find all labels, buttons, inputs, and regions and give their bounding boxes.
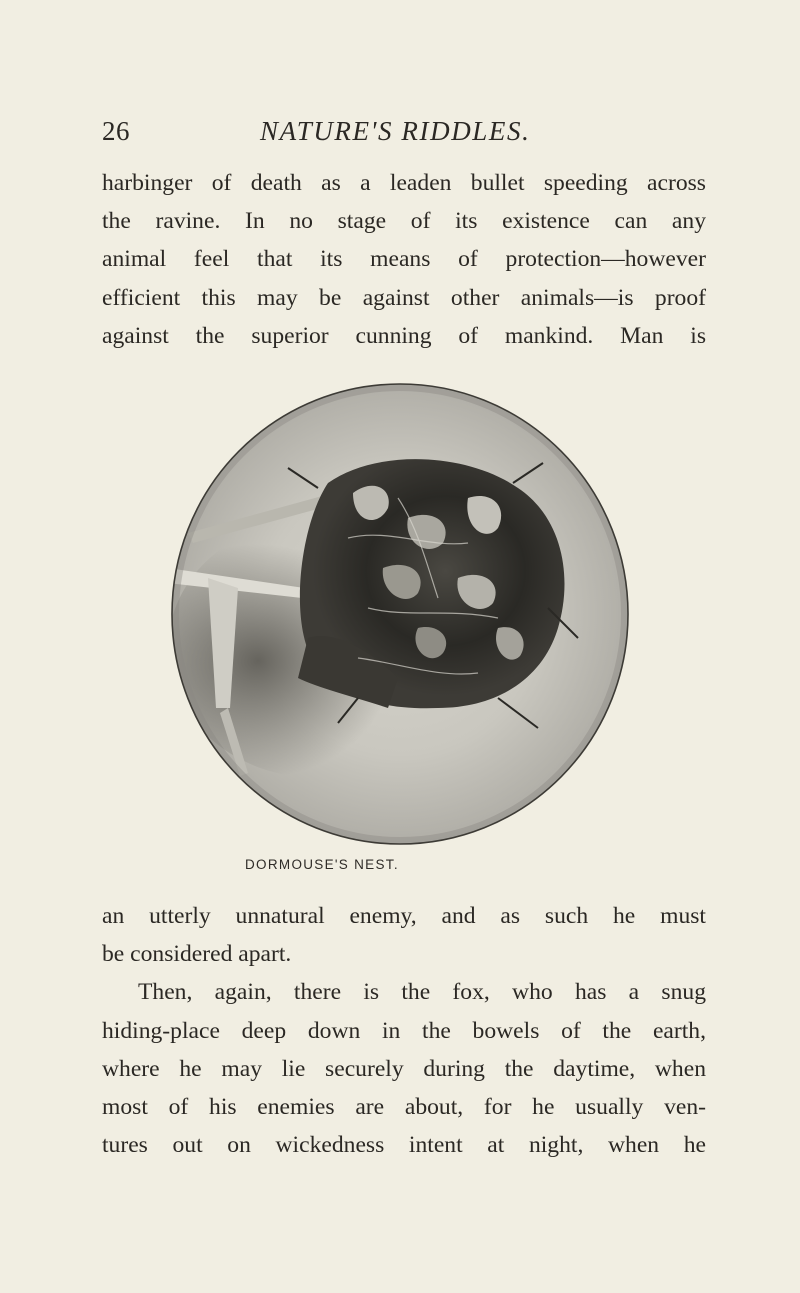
text-line: be considered apart.	[102, 941, 292, 968]
dormouse-nest-photograph	[168, 378, 632, 848]
text-line: Then, again, there is the fox, who has a snug	[138, 979, 706, 1006]
text-line: efficient this may be against other animals—is proof	[102, 284, 706, 311]
body-text-bottom	[102, 897, 706, 1164]
body-text-top	[102, 164, 706, 355]
figure-caption: DORMOUSE'S NEST.	[245, 857, 399, 872]
page-number: 26	[102, 116, 130, 146]
text-line: hiding-place deep down in the bowels of the earth,	[102, 1017, 706, 1044]
text-line: an utterly unnatural enemy, and as such he must	[102, 903, 706, 929]
text-line: against the superior cunning of mankind. Man is	[102, 322, 706, 349]
text-line: harbinger of death as a leaden bullet speeding across	[102, 170, 706, 196]
text-line: the ravine. In no stage of its existence can any	[102, 208, 706, 235]
text-line: most of his enemies are about, for he usually ven-	[102, 1094, 706, 1121]
running-title: NATURE'S RIDDLES.	[260, 116, 531, 146]
text-line: tures out on wickedness intent at night, when he	[102, 1132, 706, 1159]
text-line: animal feel that its means of protection—however	[102, 246, 706, 273]
running-head	[102, 116, 702, 156]
text-line: where he may lie securely during the daytime, when	[102, 1055, 706, 1082]
